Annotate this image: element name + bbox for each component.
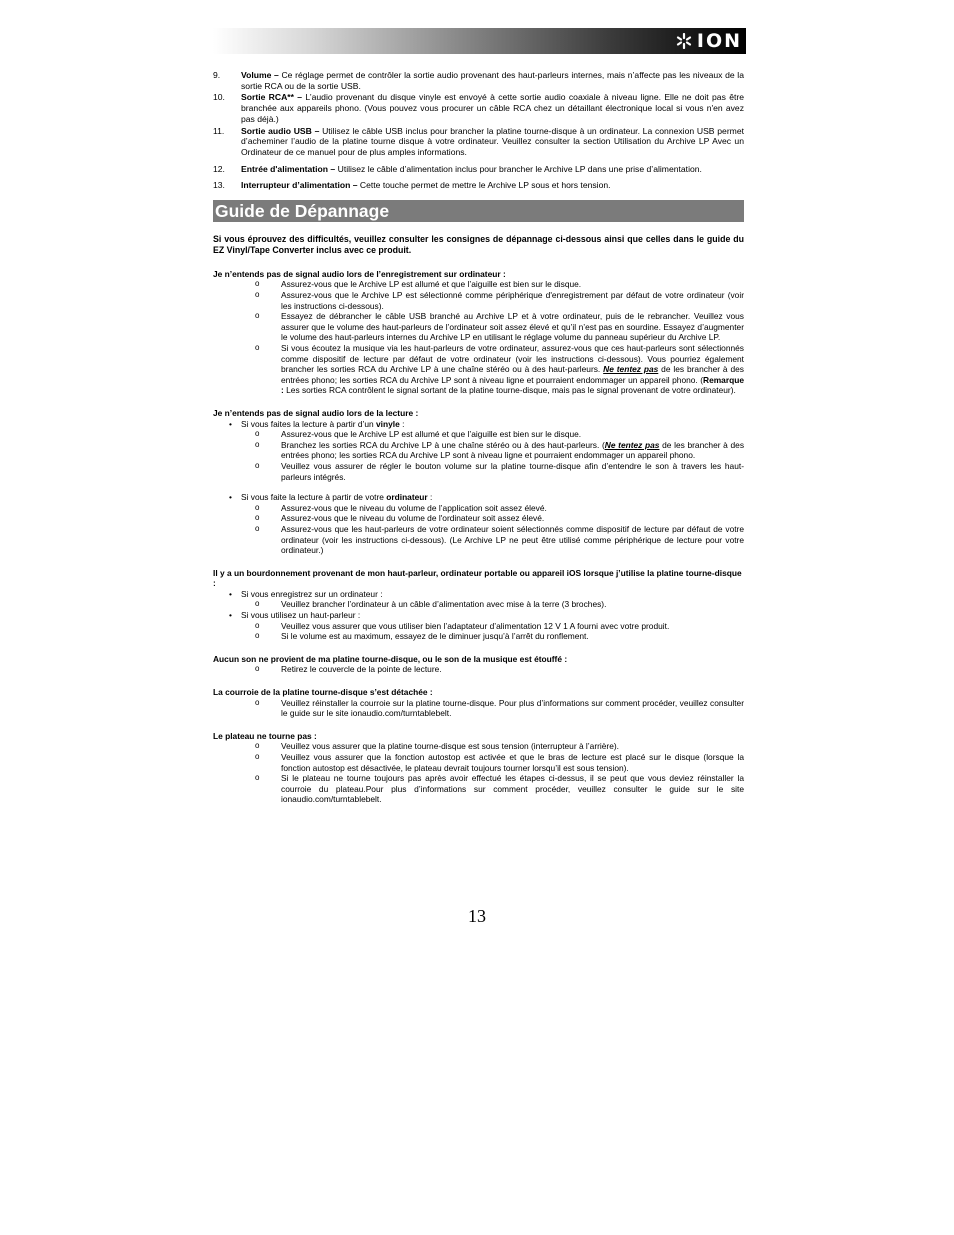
ion-logo bbox=[676, 31, 742, 51]
solution-list bbox=[213, 741, 744, 805]
solution-list bbox=[213, 664, 744, 675]
list-item bbox=[213, 126, 744, 158]
solution-list bbox=[241, 503, 744, 556]
item-label: Volume – bbox=[241, 70, 279, 80]
list-item bbox=[213, 180, 744, 191]
list-item bbox=[213, 70, 744, 91]
list-item: o Veuillez vous assurer que la platine tourne-disque est sous tension (interrupteur à l’arrière). bbox=[269, 741, 744, 752]
bullet-item bbox=[241, 589, 744, 610]
warning-text: Ne tentez pas bbox=[604, 439, 660, 450]
list-item: o Veuillez réinstaller la courroie sur la platine tourne-disque. Pour plus d’informations sur comment procéder, veuillez consulter le guide sur le site ionaudio.com/turntablebelt. bbox=[269, 698, 744, 719]
question-heading: La courroie de la platine tourne-disque s’est détachée : bbox=[213, 687, 433, 698]
text-run: de les brancher à des entrées phono; les sorties RCA du Archive LP sont à niveau ligne et pourraient endommager un appareil phono. ( bbox=[281, 364, 744, 385]
bullet-item bbox=[241, 610, 744, 642]
list-item: o Veuillez vous assurer de régler le bouton volume sur la platine tourne-disque afin d’entendre le son à travers les haut-parleurs intégrés. bbox=[269, 461, 744, 482]
question-heading: Il y a un bourdonnement provenant de mon haut-parleur, ordinateur portable ou appareil iOS lorsque j’utilise la platine tourne-disque : bbox=[213, 567, 742, 589]
section-title: Guide de Dépannage bbox=[213, 200, 744, 222]
text-run: : bbox=[427, 492, 433, 503]
page-number: 13 bbox=[468, 906, 486, 926]
list-item bbox=[269, 440, 744, 461]
item-number: 9. bbox=[213, 70, 221, 80]
item-number: 13. bbox=[213, 180, 225, 191]
list-item: o Si le volume est au maximum, essayez de le diminuer jusqu’à l’arrêt du ronflement. bbox=[269, 631, 744, 642]
bullet-label bbox=[241, 419, 744, 430]
list-item: o Veuillez brancher l’ordinateur à un câble d’alimentation avec mise à la terre (3 broches). bbox=[269, 599, 744, 610]
list-item: o Assurez-vous que le Archive LP est sélectionné comme périphérique d'enregistrement par défaut de votre ordinateur (voir les instructions ci-dessous). bbox=[269, 290, 744, 311]
item-text: Utilisez le câble USB inclus pour brancher la platine tourne-disque à un ordinateur. La connexion USB permet d’acheminer l’audio de la platine tourne disque à votre ordinateur. Veuillez consulter la section Utilisation du Archive LP Avec un Ordinateur de ce manuel pour de plus amples informations. bbox=[241, 125, 745, 157]
solution-list bbox=[241, 429, 744, 482]
item-text: Ce réglage permet de contrôler la sortie audio provenant des haut-parleurs internes, mais n’affecte pas les niveaux de la sortie RCA ou de la sortie USB. bbox=[241, 70, 744, 91]
list-item: o Essayez de débrancher le câble USB branché au Archive LP et à votre ordinateur, puis de le rebrancher. Veuillez vous assurer que le volume des haut-parleurs de l’ordinateur soit assez élevé et qu’il n’est pas en sourdine. Essayez d’augmenter le volume des haut-parleurs internes du Archive LP en utilisant le réglage volume du panneau supérieur du Archive LP. bbox=[269, 311, 744, 343]
text-run: Branchez les sorties RCA du Archive LP à une chaîne stéréo ou à des haut-parleurs. ( bbox=[281, 439, 605, 450]
item-label: Sortie RCA** – bbox=[241, 92, 303, 103]
item-text: Cette touche permet de mettre le Archive LP sous et hors tension. bbox=[357, 180, 611, 191]
intro-paragraph: Si vous éprouvez des difficultés, veuillez consulter les consignes de dépannage ci-dessous ainsi que celles dans le guide du EZ Vinyl/Tape Converter inclus avec ce produit. bbox=[213, 234, 744, 256]
item-label: Interrupteur d’alimentation – bbox=[241, 180, 358, 191]
spacer bbox=[241, 482, 744, 492]
item-label: Entrée d'alimentation – bbox=[241, 163, 336, 174]
list-item: o Assurez-vous que le Archive LP est allumé et que l’aiguille est bien sur le disque. bbox=[269, 279, 744, 290]
logo-text: ION bbox=[696, 30, 742, 52]
item-number: 11. bbox=[213, 125, 225, 136]
solution-list bbox=[213, 279, 744, 396]
text-run: de les brancher à des entrées phono; les sorties RCA du Archive LP sont à niveau ligne et pourraient endommager un appareil phono. bbox=[281, 439, 745, 461]
bullet-label bbox=[241, 492, 744, 503]
list-item bbox=[213, 92, 744, 124]
bullet-label: • Si vous utilisez un haut-parleur : bbox=[241, 610, 744, 621]
solution-list bbox=[241, 599, 744, 610]
list-item: o Retirez le couvercle de la pointe de lecture. bbox=[269, 664, 744, 675]
item-number: 10. bbox=[213, 92, 225, 103]
item-text: Utilisez le câble d’alimentation inclus pour brancher le Archive LP dans une prise d’alimentation. bbox=[335, 163, 702, 174]
bullet-list bbox=[213, 419, 744, 556]
list-item: o Veuillez vous assurer que vous utiliser bien l’adaptateur d’alimentation 12 V 1 A fourni avec votre produit. bbox=[269, 621, 744, 632]
text-run: Si vous faites la lecture à partir d’un bbox=[241, 418, 376, 429]
solution-list bbox=[241, 621, 744, 642]
list-item: o Veuillez vous assurer que la fonction autostop est activée et que le bras de lecture est placé sur le disque (lorsque la fonction autostop est désactivée, le plateau devrait toujours tourner lorsqu’il est sous tension). bbox=[269, 752, 744, 773]
numbered-list bbox=[213, 70, 744, 191]
list-item: o Assurez-vous que le niveau du volume de l'ordinateur soit assez élevé. bbox=[269, 513, 744, 524]
text-run: Si vous faite la lecture à partir de votre bbox=[241, 492, 387, 503]
list-item: o Assurez-vous que le niveau du volume de l’application soit assez élevé. bbox=[269, 503, 744, 514]
list-item: o Assurez-vous que le Archive LP est allumé et que l’aiguille est bien sur le disque. bbox=[269, 429, 744, 440]
bold-text: vinyle bbox=[376, 418, 400, 429]
bullet-item bbox=[241, 492, 744, 556]
question-heading: Je n’entends pas de signal audio lors de l’enregistrement sur ordinateur : bbox=[213, 268, 506, 279]
bullet-item bbox=[241, 419, 744, 493]
list-item: o Si le plateau ne tourne toujours pas après avoir effectué les étapes ci-dessus, il se peut que vous deviez réinstaller la courroie du plateau.Pour plus d’informations sur comment procéder, veuillez consulter le guide sur le site ionaudio.com/turntablebelt. bbox=[269, 773, 744, 805]
question-heading: Aucun son ne provient de ma platine tourne-disque, ou le son de la musique est étouffé : bbox=[213, 653, 568, 664]
item-text: L’audio provenant du disque vinyle est envoyé à cette sortie audio coaxiale à niveau ligne. Elle ne doit pas être branchée aux appareils phono. (Vous pouvez vous procurer un câble RCA chez un détaillant électronique local si vous n'en avez pas déjà.) bbox=[241, 92, 744, 124]
bullet-list bbox=[213, 589, 744, 642]
content bbox=[213, 70, 744, 805]
text-run: Si vous écoutez la musique via les haut-parleurs de votre ordinateur, assurez-vous que ces haut-parleurs sont sélectionnés comme dispositif de lecture par défaut de votre ordinateur (voir les instructions ci-dessous). Vous pourriez également brancher les sorties RCA du Archive LP à une chaîne stéréo ou à des haut-parleurs. bbox=[281, 343, 744, 375]
text-run: Les sorties RCA contrôlent le signal sortant de la platine tourne-disque, mais pas le signal provenant de votre ordinateur). bbox=[283, 385, 736, 396]
note-label: Remarque : bbox=[281, 374, 744, 396]
bold-text: ordinateur bbox=[386, 492, 428, 503]
list-item bbox=[269, 343, 744, 396]
text-run: : bbox=[399, 418, 405, 429]
bullet-label: • Si vous enregistrez sur un ordinateur : bbox=[241, 589, 744, 600]
header-bar bbox=[213, 28, 746, 54]
item-label: Sortie audio USB – bbox=[241, 125, 320, 136]
question-heading: Je n’entends pas de signal audio lors de la lecture : bbox=[213, 407, 419, 418]
list-item: o Assurez-vous que les haut-parleurs de votre ordinateur soient sélectionnés comme dispositif de lecture par défaut de votre ordinateur (voir les instructions ci-dessous). (Le Archive LP ne peut être utilisé comme périphérique de lecture pour votre ordinateur.) bbox=[269, 524, 744, 556]
item-number: 12. bbox=[213, 163, 225, 174]
question-heading: Le plateau ne tourne pas : bbox=[213, 730, 317, 741]
warning-text: Ne tentez pas bbox=[603, 364, 659, 375]
sparkle-icon bbox=[676, 33, 692, 49]
solution-list bbox=[213, 698, 744, 719]
list-item bbox=[213, 164, 744, 175]
